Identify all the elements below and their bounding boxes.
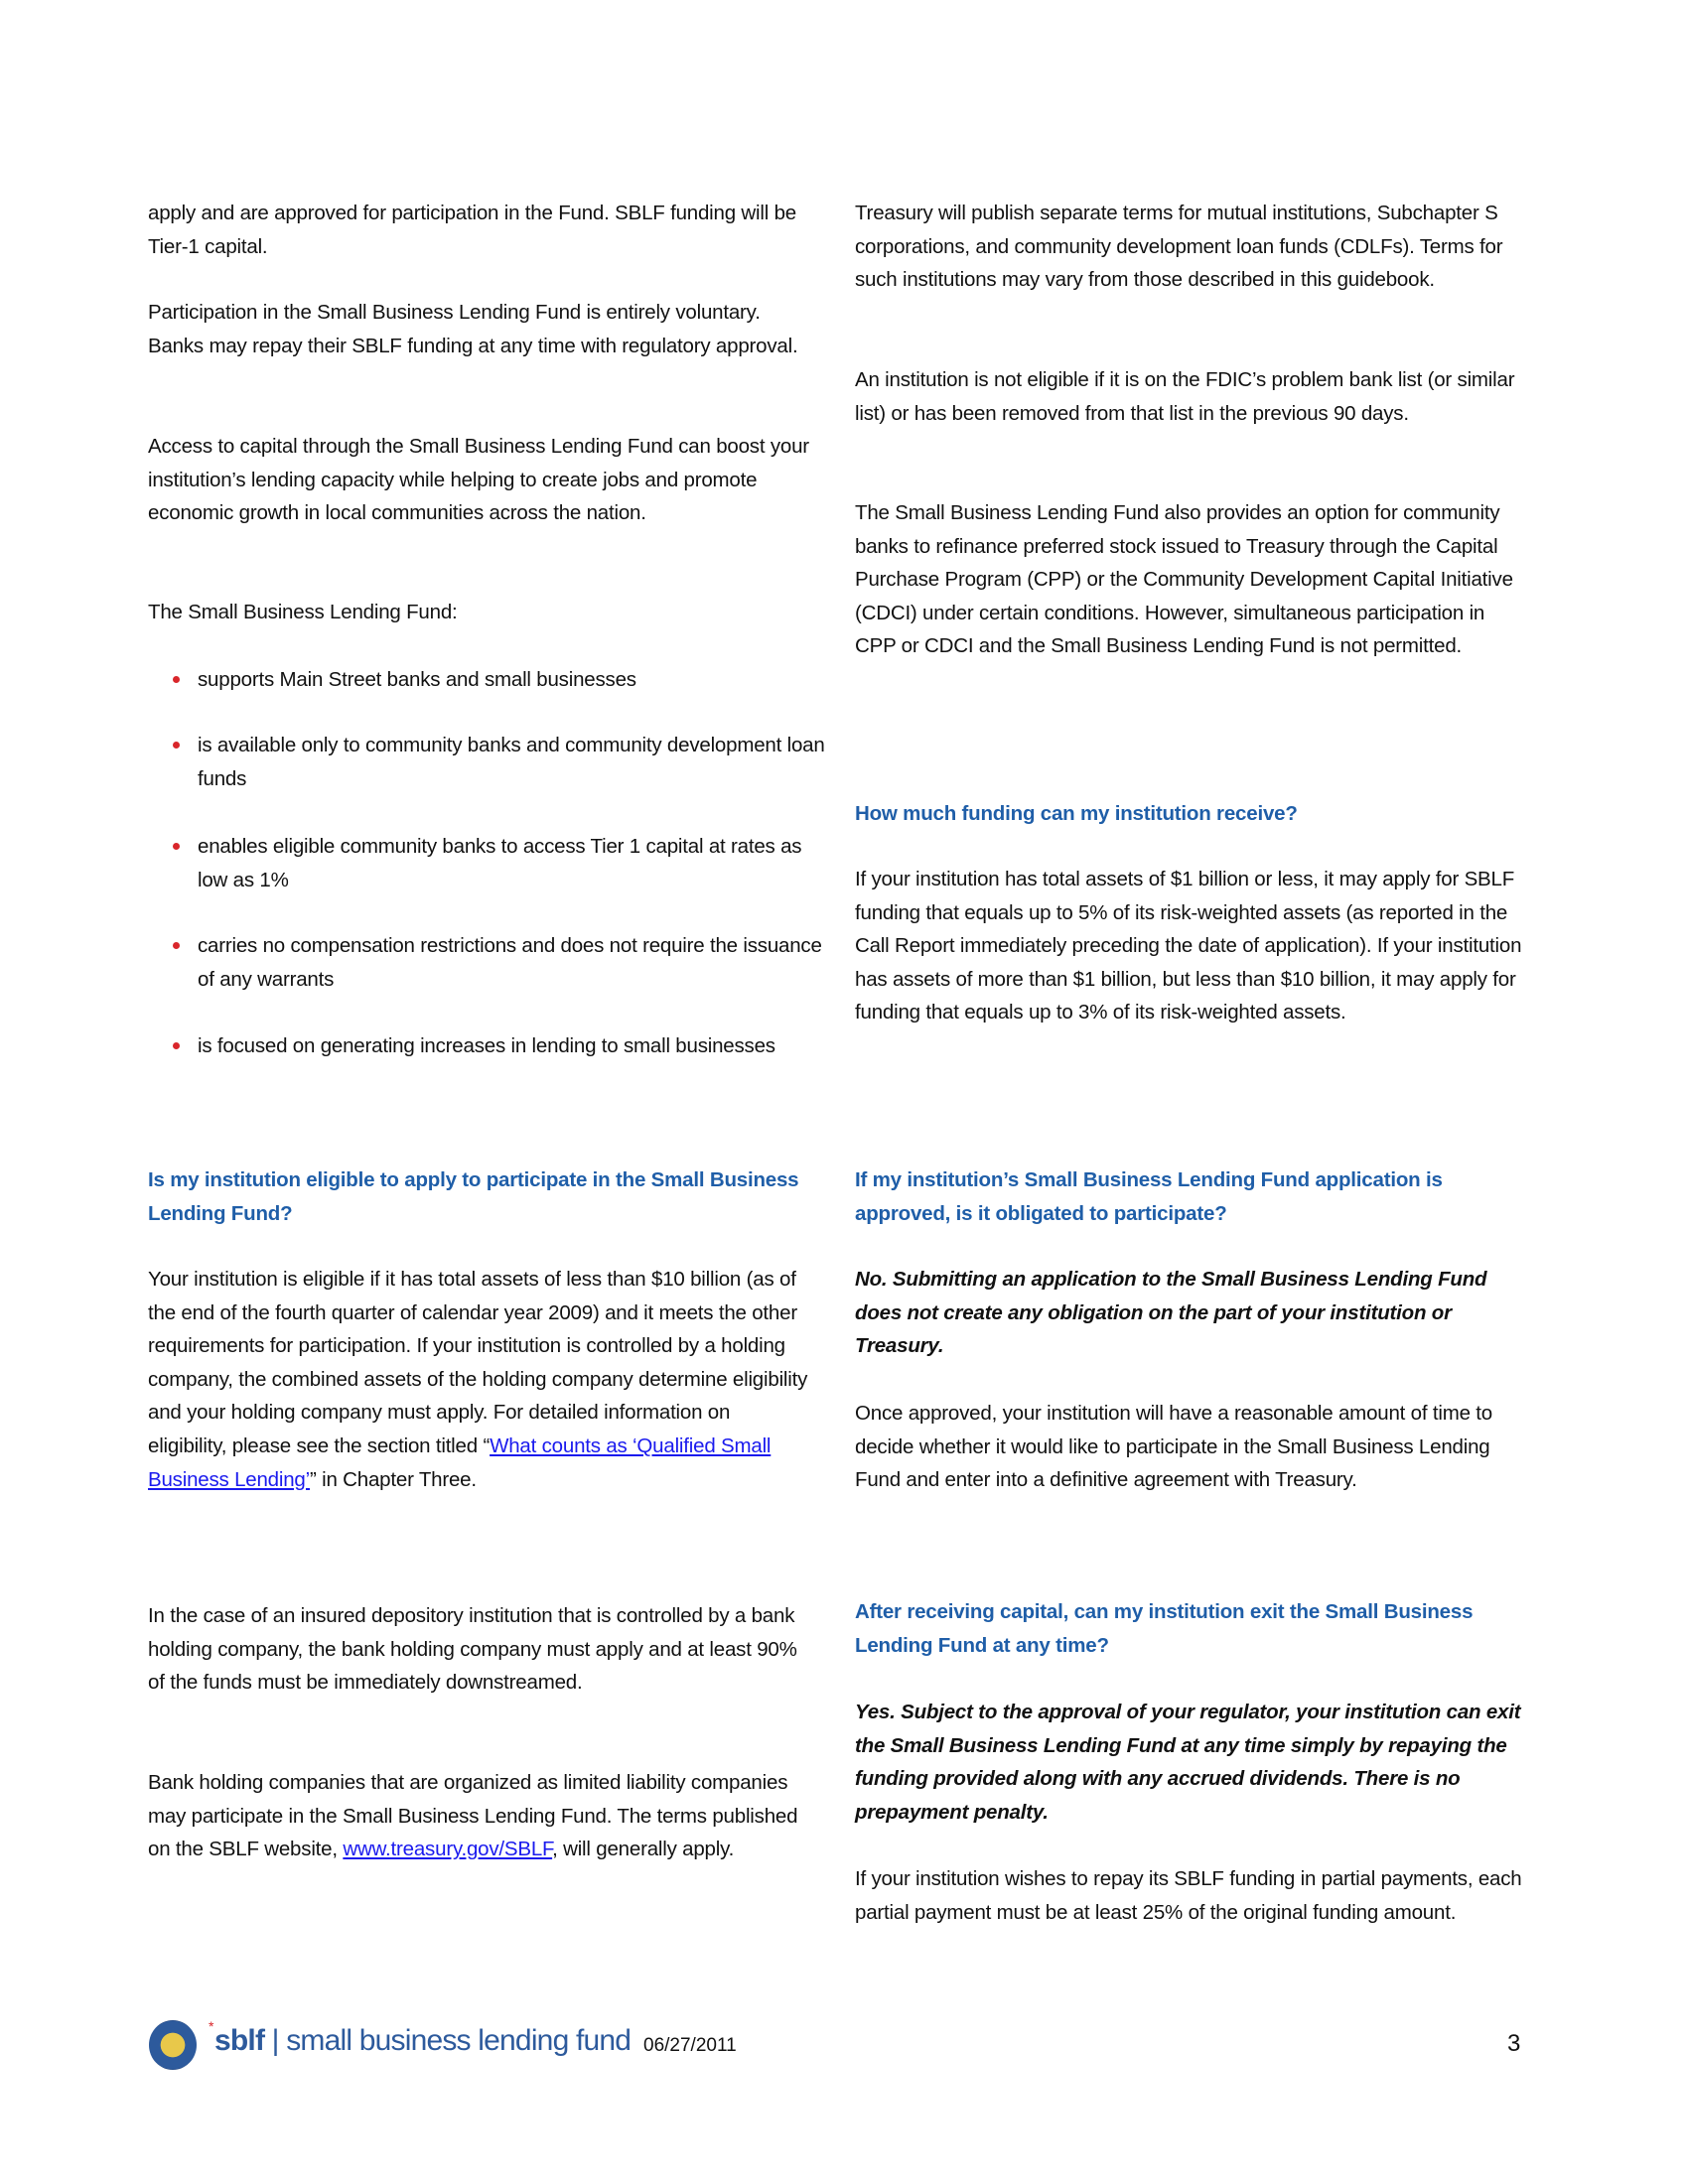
page-number: 3 [1507, 2030, 1521, 2057]
section-heading: How much funding can my institution receive? [855, 802, 1298, 825]
text: ” in Chapter Three. [310, 1467, 477, 1491]
bullet-icon [173, 1042, 180, 1049]
logo-long: small business lending fund [286, 2024, 632, 2057]
section-heading: Is my institution eligible to apply to participate in the Small Business Lending Fund? [148, 1168, 799, 1225]
list-item-text: is available only to community banks and community development loan funds [198, 734, 825, 790]
list-item-text: is focused on generating increases in lending to small businesses [198, 1034, 775, 1057]
paragraph: An institution is not eligible if it is on the FDIC’s problem bank list (or similar list) or has been removed from that list in the previous 90 days. [855, 368, 1515, 425]
paragraph: The Small Business Lending Fund also provides an option for community banks to refinance preferred stock issued to Treasury through the Capital Purchase Program (CPP) or the Community Development Capital Initiative (CDCI) under certain conditions. However, simultaneous participation in CPP or CDCI and the Small Business Lending Fund is not permitted. [855, 501, 1513, 658]
paragraph: apply and are approved for participation in the Fund. SBLF funding will be Tier-1 capital. [148, 202, 797, 258]
list-item-text: enables eligible community banks to access Tier 1 capital at rates as low as 1% [198, 835, 802, 891]
sblf-website-link[interactable]: www.treasury.gov/SBLF [343, 1838, 553, 1861]
list-item [173, 663, 833, 697]
footer [149, 2020, 1539, 2070]
list-item-text: carries no compensation restrictions and does not require the issuance of any warrants [198, 934, 822, 991]
list-item [173, 1029, 833, 1063]
qualified-lending-link[interactable]: What counts as ‘Qualified Small Business Lending’ [148, 1433, 772, 1491]
paragraph: If your institution has total assets of $1 billion or less, it may apply for SBLF funding that equals up to 5% of its risk-weighted assets (as reported in the Call Report immediately preceding the date of application). If your institution has assets of more than $1 billion, but less than $10 billion, it may apply for funding that equals up to 3% of its risk-weighted assets. [855, 868, 1522, 1024]
paragraph: If your institution wishes to repay its SBLF funding in partial payments, each partial payment must be at least 25% of the original funding amount. [855, 1867, 1522, 1924]
list-item [173, 830, 833, 896]
bullet-icon [173, 942, 180, 949]
list-item [173, 929, 833, 996]
text: , will generally apply. [552, 1838, 735, 1861]
paragraph: Participation in the Small Business Lending Fund is entirely voluntary. Banks may repay their SBLF funding at any time with regulatory approval. [148, 301, 798, 357]
section-heading: After receiving capital, can my institution exit the Small Business Lending Fund at any time? [855, 1600, 1474, 1657]
list-item-text: supports Main Street banks and small businesses [198, 668, 636, 691]
text: Bank holding companies that are organized as limited liability companies may participate in the Small Business Lending Fund. The terms published on the SBLF website, [148, 1771, 798, 1861]
list-item [173, 729, 833, 795]
bullet-icon [173, 843, 180, 850]
sblf-logo: sblf | small business lending fund [214, 2024, 632, 2057]
paragraph [148, 1263, 811, 1496]
bullet-icon [173, 742, 180, 749]
treasury-seal-icon [149, 2020, 197, 2070]
paragraph: Treasury will publish separate terms for mutual institutions, Subchapter S corporations, and community development loan funds (CDLFs). Terms for such institutions may vary from those described in this guidebook. [855, 202, 1503, 292]
paragraph-emphasis: Yes. Subject to the approval of your regulator, your institution can exit the Small Business Lending Fund at any time simply by repaying the funding provided along with any accrued dividends. There is no prepayment penalty. [855, 1701, 1521, 1824]
paragraph: Once approved, your institution will have a reasonable amount of time to decide whether it would like to participate in the Small Business Lending Fund and enter into a definitive agreement with Treasury. [855, 1402, 1492, 1492]
paragraph: Access to capital through the Small Business Lending Fund can boost your institution’s lending capacity while helping to create jobs and promote economic growth in local communities across the nation. [148, 435, 809, 525]
text: Your institution is eligible if it has total assets of less than $10 billion (as of the end of the fourth quarter of calendar year 2009) and it meets the other requirements for participation. If your institution is controlled by a holding company, the combined assets of the holding company determine eligibility and your holding company must apply. For detailed information on eligibility, please see the section titled “ [148, 1268, 808, 1457]
bullet-icon [173, 676, 180, 683]
footer-date: 06/27/2011 [643, 2035, 737, 2056]
paragraph: In the case of an insured depository institution that is controlled by a bank holding company, the bank holding company must apply and at least 90% of the funds must be immediately downstreamed. [148, 1604, 797, 1695]
logo-short: sblf [214, 2024, 265, 2057]
star-icon: * [209, 2018, 214, 2034]
paragraph [148, 1766, 811, 1866]
paragraph-emphasis: No. Submitting an application to the Small Business Lending Fund does not create any obligation on the part of your institution or Treasury. [855, 1268, 1487, 1358]
section-heading: If my institution’s Small Business Lending Fund application is approved, is it obligated to participate? [855, 1168, 1443, 1225]
paragraph: The Small Business Lending Fund: [148, 601, 458, 623]
